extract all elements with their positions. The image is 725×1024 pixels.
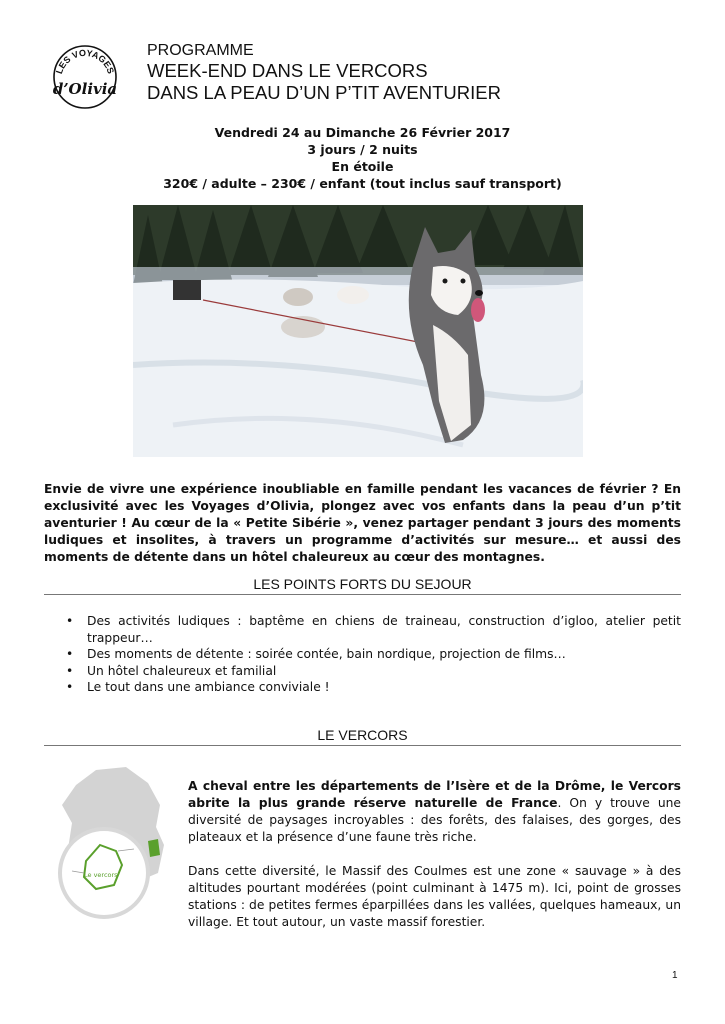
sled-dogs-photo — [133, 205, 583, 457]
trip-dates: Vendredi 24 au Dimanche 26 Février 2017 — [214, 125, 511, 140]
vercors-heading: LE VERCORS — [44, 727, 681, 746]
vercors-map — [56, 765, 174, 925]
voyages-olivia-logo — [52, 44, 118, 110]
vercors-paragraph-2: Dans cette diversité, le Massif des Coulmes est une zone « sauvage » à des altitudes pourtant modérées (point culminant à 1475 m). Ici, point de grosses stations : de petites fermes éparpillées dans les vallées, quelques hameaux, un village. Et tout autour, un vaste massif forestier. — [188, 864, 681, 929]
vercors-intro-rest: . On y trouve une diversité de paysages incroyables : des forêts, des falaises, des gorges, des plateaux et la présence d’une faune très riche. — [188, 796, 682, 844]
highlights-heading: LES POINTS FORTS DU SEJOUR — [44, 576, 681, 595]
header-title: WEEK-END DANS LE VERCORS — [147, 60, 428, 81]
list-item: • Des moments de détente : soirée contée, bain nordique, projection de films… — [66, 646, 681, 663]
trip-format: En étoile — [331, 159, 394, 174]
svg-text:LES VOYAGES — [54, 48, 116, 75]
trip-info — [0, 124, 725, 192]
trip-duration: 3 jours / 2 nuits — [307, 142, 418, 157]
list-item: • Le tout dans une ambiance conviviale ! — [66, 679, 681, 696]
list-item: • Un hôtel chaleureux et familial — [66, 663, 681, 680]
logo-script-text: d’Olivia — [52, 80, 118, 98]
trip-price: 320€ / adulte – 230€ / enfant (tout inclus sauf transport) — [163, 176, 562, 191]
header-subtitle: DANS LA PEAU D’UN P’TIT AVENTURIER — [147, 82, 501, 103]
intro-paragraph: Envie de vivre une expérience inoubliable en famille pendant les vacances de février ? En exclusivité avec les Voyages d’Olivia, plongez avec vos enfants dans la peau d’un p’tit aventurier ! Au cœur de la « Petite Sibérie », venez partager pendant 3 jours des moments ludiques et insolites, à travers un programme d’activités sur mesure… et aussi des moments de détente dans un hôtel chaleureux au cœur des montagnes. — [44, 482, 681, 564]
map-label: Le vercors — [84, 871, 118, 879]
vercors-intro-bold: A cheval entre les départements de l’Isère et de la Drôme, le Vercors abrite la plus grande réserve naturelle de France — [188, 779, 681, 810]
vercors-paragraph-1 — [188, 778, 681, 846]
header-programme: PROGRAMME — [147, 42, 254, 59]
vercors-text — [188, 778, 681, 948]
page-number: 1 — [672, 970, 678, 981]
highlights-list — [66, 613, 681, 696]
page-header — [147, 41, 501, 104]
list-item: • Des activités ludiques : baptême en chiens de traineau, construction d’igloo, atelier petit trappeur… — [66, 613, 681, 646]
logo-top-text: LES VOYAGES — [53, 47, 117, 76]
